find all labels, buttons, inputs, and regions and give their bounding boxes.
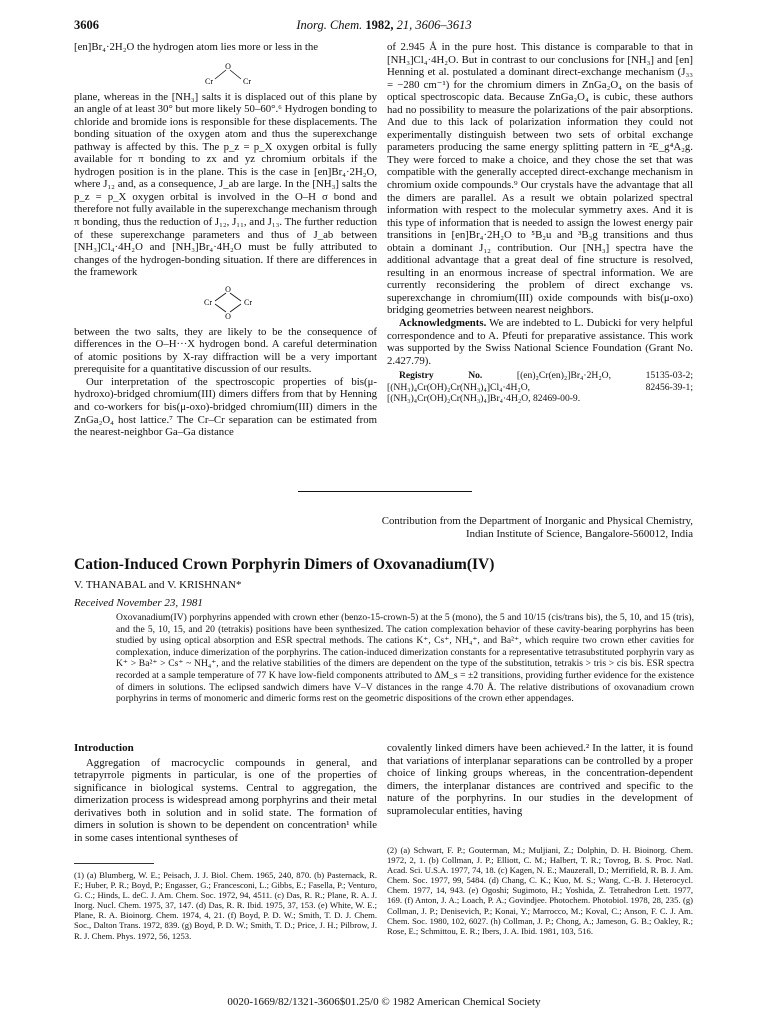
struct2-o-bottom: O xyxy=(224,311,231,320)
contribution-affiliation xyxy=(382,515,693,541)
prev-left-bottom-p1: between the two salts, they are likely to be the consequence of differences in the O–H···X hydrogen bond. A careful determination of atomic positions by X-ray diffraction will be a very important prerequisite for a quantitative discussion of our results. xyxy=(74,325,377,376)
registry-label: Registry No. xyxy=(399,370,483,382)
running-header xyxy=(74,18,694,36)
struct2-cr-left: Cr xyxy=(203,297,212,307)
prev-article-left-column xyxy=(74,41,377,481)
acknowledgments xyxy=(387,317,693,367)
struct1-cr-right: Cr xyxy=(242,76,251,85)
prev-right-p1: of 2.945 Å in the pure host. This distance is comparable to that in [NH₃]Cl₄·4H₂O. But in contrast to our conclusions for [NH₃] and [en] Henning et al. postulated a dominant direct-exchange mechanism (J₃₃ = −280 cm⁻¹) for the chromium dimers in ZnGa₂O₄ on the basis of optical spectroscopic data. Because ZnGa₂O₄ is cubic, these authors had no possibility to measure the polarizations of the pair absorptions. And due to this lack of polarization information they could not experimentally distinguish between two sets of orbital exchange parameters producing the same energy splitting pattern in ²E_g⁴A₂g. They were forced to make a choice, and they chose the set that was compatible with the generally accepted direct-exchange mechanism in chromium oxide compounds.⁹ Our crystals have the advantage that all the dimers are parallel. As a result we obtain polarized spectral information with respect to the molecular symmetry axes. And it is this type of information that is needed to assign the lowest energy pair transitions in [en]Br₄·2H₂O to ⁵B₂u and ³B₃g transitions and thus obtain a dominant J₁₂ contribution. Our [NH₃] spectra have the additional advantage that a great deal of fine structure is resolved, resulting in an enormous increase of spectral information. We are currently reconsidering the problem of direct exchange vs. superexchange in chromium(III) oxide compounds with bis(μ-oxo) bridging geometries between nearest neighbors. xyxy=(387,41,693,317)
intro-left-column xyxy=(74,742,377,855)
prev-left-bottom-p2: Our interpretation of the spectroscopic properties of bis(μ-hydroxo)-bridged chromium(III) dimers differs from that by Henning and co-workers for bis(μ-oxo)-bridged chromium(III) dimers in the ZnGa₂O₄ host lattice.⁷ The Cr–Cr separation can be estimated from the nearest-neighbor Ga–Ga distance xyxy=(74,375,377,439)
registry-text: [(en)₂Cr(en)₂]Br₄·2H₂O, 15135-03-2; [(NH₃)₄Cr(OH)₂Cr(NH₃)₄]Cl₄·4H₂O, 82456-39-1; [(NH₃)₄Cr(OH)₂Cr(NH₃)₄]Br₄·4H₂O, 82469-00-9. xyxy=(387,370,693,405)
ack-label: Acknowledgments. xyxy=(399,317,487,330)
copyright-footer: 0020-1669/82/1321-3606$01.25/0 © 1982 American Chemical Society xyxy=(227,996,541,1008)
intro-heading: Introduction xyxy=(74,742,134,754)
intro-left-text: Aggregation of macrocyclic compounds in general, and tetrapyrrole pigments in particular, is one of the properties of significance in biological systems. Central to aggregation, the dimerization process is widespread among porphyrins and their metal derivatives both in solution and in solid state. The formation of dimers in solution is shown to be dependent on concentration¹ while in some cases intentional syntheses of xyxy=(74,756,377,844)
contribution-line2: Indian Institute of Science, Bangalore-560012, India xyxy=(466,528,693,540)
journal-name: Inorg. Chem. xyxy=(296,18,363,32)
prev-left-top: [en]Br₄·2H₂O the hydrogen atom lies more or less in the xyxy=(74,41,319,53)
footnote-rule xyxy=(74,863,154,864)
prev-left-mid: plane, whereas in the [NH₃] salts it is displaced out of this plane by an angle of at least 30° but more likely 50–60°.⁶ Hydrogen bonding to chloride and bromide ions is responsible for these displacements. The bonding situation of the oxygen atom and thus the superexchange pathway is affected by this. The p_z = p_X oxygen orbital is fully available for π bonding to zx and yz chromium orbitals if the hydrogen position is in the plane. This is the case in [en]Br₄·2H₂O, where J₁₂ and, as a consequence, J_ab are large. In the [NH₃] salts the p_z = p_X oxygen orbital is involved in the O–H σ bond and therefore not fully available in the superexchange mechanism through π bonding, thus the reduction of J₁₂, J₁₁, and J₁₃. The further reduction of these superexchange parameters and thus of J_ab between [NH₃]Cl₄·4H₂O and [NH₃]Br₄·4H₂O must be fully attributed to changes of the hydrogen-bonding situation. If there are differences in the framework xyxy=(74,90,377,279)
ack-text: We are indebted to L. Dubicki for very helpful correspondence and to A. Pfeuti for preparative assistance. This work was supported by the Swiss National Science Foundation (Grant No. 2.427.79). xyxy=(387,317,693,367)
abstract: Oxovanadium(IV) porphyrins appended with crown ether (benzo-15-crown-5) at the 5 (mono), the 5 and 10/15 (cis/trans bis), the 5, 10, and 15 (tris), and the 5, 10, 15, and 20 (tetrakis) positions have been synthesized. The cation complexation behavior of these cavity-bearing porphyrins has been studied by using optical absorption and ESR spectral methods. The cations K⁺, Cs⁺, NH₄⁺, and Ba²⁺, which require two crown ether cavities for complexation, induce dimerization of the porphyrins. The cation-induced dimerization constants for a representative tetrasubstituted porphyrin vary as K⁺ > Ba²⁺ > Cs⁺ ~ NH₄⁺, and the relative stabilities of the dimers are dependent on the type of the substitution, tetrakis > tris > cis bis. ESR spectra recorded at a sample temperature of 77 K have low-field components attributed to ΔM_s = ±2 transitions, providing further evidence for the existence of dimers in solutions. The eclipsed sandwich dimers have V–V distances in the range 4.70 Å. The relative distributions of oxovanadium crown porphyrins in terms of monomeric and dimeric forms rest on the geometric dispositions of the crown ether appendages. xyxy=(116,612,694,705)
struct1-cr-left: Cr xyxy=(204,76,213,85)
intro-right-column xyxy=(387,742,693,838)
bis-oxo-bridge-structure xyxy=(181,284,271,320)
received-date: Received November 23, 1981 xyxy=(74,597,203,609)
page-number: 3606 xyxy=(74,18,99,32)
article-title: Cation-Induced Crown Porphyrin Dimers of Oxovanadium(IV) xyxy=(74,556,495,573)
article-separator xyxy=(298,491,472,492)
struct1-o: O xyxy=(224,61,231,71)
journal-year: 1982, xyxy=(365,18,394,32)
prev-article-right-column xyxy=(387,41,693,481)
contribution-line1: Contribution from the Department of Inorganic and Physical Chemistry, xyxy=(381,515,693,527)
struct2-cr-right: Cr xyxy=(243,297,252,307)
article-authors: V. THANABAL and V. KRISHNAN* xyxy=(74,579,242,591)
journal-citation xyxy=(74,18,694,33)
intro-right-text: covalently linked dimers have been achieved.² In the latter, it is found that variations of interplanar separations can be controlled by a proper choice of linking groups whereas, in the concentration-dependent dimers, the interplanar distances are contrived and specific to the nature of the porphyrins. In our studies in the development of supramolecular entities, having xyxy=(387,742,693,817)
footnote-2: (2) (a) Schwart, F. P.; Gouterman, M.; Muljiani, Z.; Dolphin, D. H. Bioinorg. Chem. 1972, 2, 1. (b) Collman, J. P.; Elliott, C. M.; Halbert, T. R.; Tovrog, B. S. Proc. Natl. Acad. Sci. U.S.A. 1977, 74, 18. (c) Kagen, N. E.; Mauzerall, D.; Merrifield, R. B. J. Am. Chem. Soc. 1977, 99, 5484. (d) Chang, C. K.; Kuo, M. S.; Wang, C.-B. J. Heterocycl. Chem. 1977, 14, 943. (e) Ogoshi; Sugimoto, H.; Yoshida, Z. Tetrahedron Lett. 1977, 169. (f) Anton, J. A.; Loach, P. A.; Govindjee. Photochem. Photobiol. 1978, 28, 235. (g) Collman, J. P.; Denisevich, P.; Konai, Y.; Marrocco, M.; Koval, C.; Anson, F. C. J. Am. Chem. Soc. 1980, 102, 6027. (h) Collman, J. P.; Chong, A.; Jameson, G. B.; Oakley, R.; Rose, E.; Schmittou, E. R.; Ibers, J. A. Ibid. 1981, 103, 516. xyxy=(387,845,693,936)
cr-o-cr-structure xyxy=(181,59,271,85)
journal-volume-pages: 21, 3606–3613 xyxy=(396,18,472,32)
struct2-o-top: O xyxy=(224,284,231,294)
registry-numbers xyxy=(387,370,693,404)
footnote-1: (1) (a) Blumberg, W. E.; Peisach, J. J. Biol. Chem. 1965, 240, 870. (b) Pasternack, R. F.; Huber, P. R.; Boyd, P.; Engasser, G.; Francesconi, L.; Gibbs, E.; Fasella, P.; Venturo, G. C.; Hinds, L. deC. J. Am. Chem. Soc. 1972, 94, 4511. (c) Das, R. R.; Plane, R. A. J. Inorg. Nucl. Chem. 1975, 37, 147. (d) Das, R. R. Ibid. 1975, 37, 153. (e) White, W. E.; Plane, R. A. Bioinorg. Chem. 1974, 4, 21. (f) Boyd, P. D. W.; Smith, T. D. J. Chem. Soc., Dalton Trans. 1972, 839. (g) Boyd, P. D. W.; Smith, T. D.; Price, J. H.; Pilbrow, J. R. J. Chem. Phys. 1972, 56, 1253. xyxy=(74,870,377,941)
